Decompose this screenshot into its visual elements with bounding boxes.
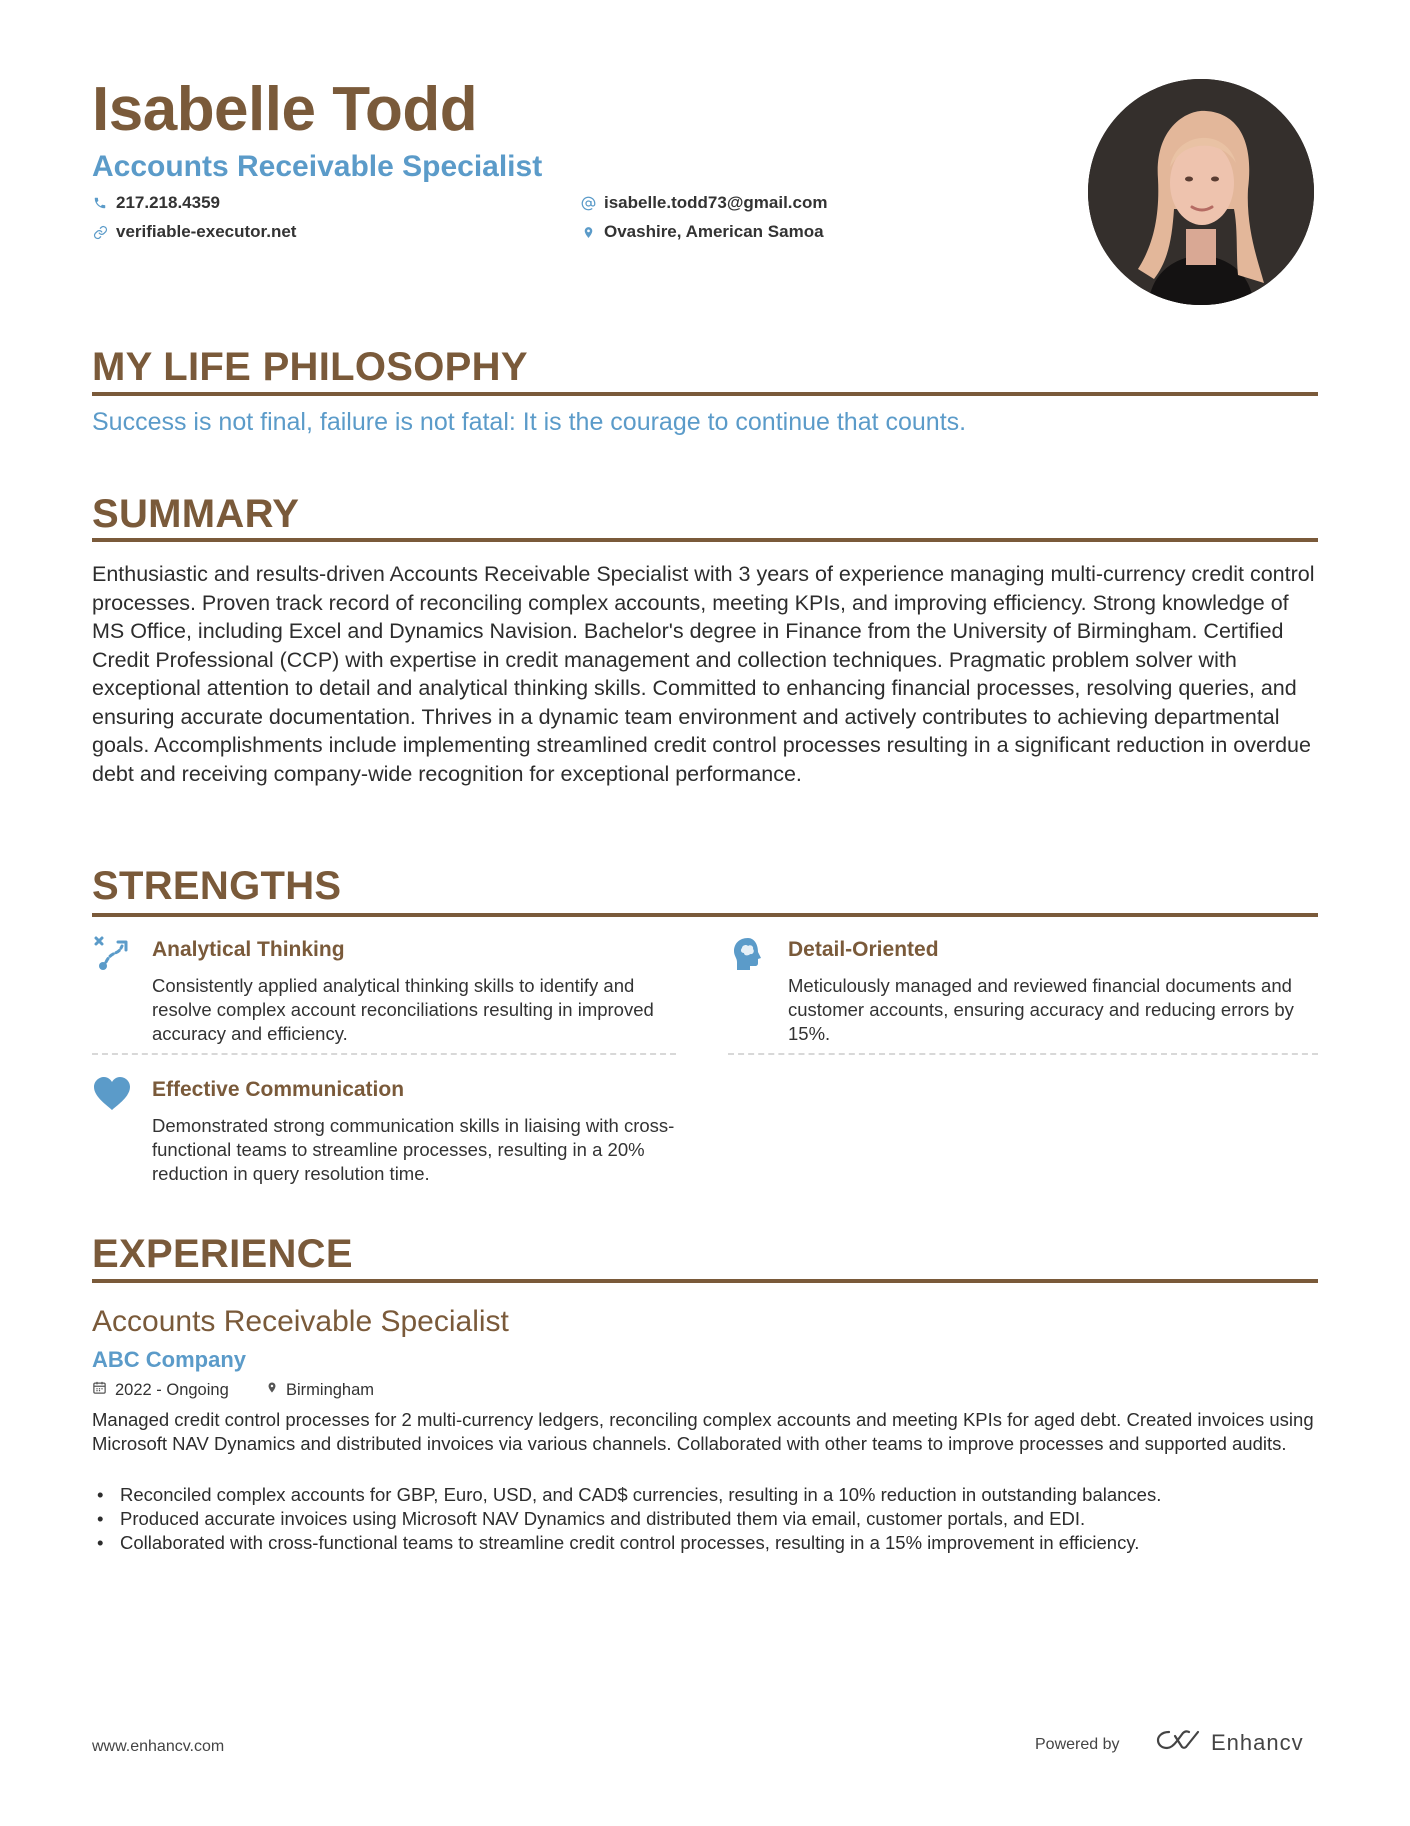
phone-icon <box>92 195 108 211</box>
philosophy-quote: Success is not final, failure is not fatal: It is the courage to continue that counts. <box>92 408 967 436</box>
section-divider <box>92 538 1318 542</box>
contact-location <box>580 222 824 242</box>
powered-by-label: Powered by <box>1035 1736 1120 1753</box>
section-divider <box>92 913 1318 917</box>
summary-text: Enthusiastic and results-driven Accounts Receivable Specialist with 3 years of experience managing multi-currency credit control processes. Proven track record of reconciling complex accounts, meeting KPIs, and improving efficiency. Strong knowledge of MS Office, including Excel and Dynamics Navision. Bachelor's degree in Finance from the University of Birmingham. Certified Credit Professional (CCP) with expertise in credit management and collection techniques. Pragmatic problem solver with exceptional attention to detail and analytical thinking skills. Committed to enhancing financial processes, resolving queries, and ensuring accurate documentation. Thrives in a dynamic team environment and actively contributes to achieving departmental goals. Accomplishments include implementing streamlined credit control processes resulting in a significant reduction in overdue debt and receiving company-wide recognition for exceptional performance. <box>92 562 1315 786</box>
experience-company: ABC Company <box>92 1347 247 1372</box>
brand-logo[interactable] <box>1155 1728 1304 1757</box>
strength-description: Consistently applied analytical thinking skills to identify and resolve complex account reconciliations resulting in improved accuracy and efficiency. <box>152 975 654 1044</box>
strategy-icon <box>92 934 132 974</box>
location-text: Birmingham <box>286 1380 375 1399</box>
contact-phone <box>92 193 220 213</box>
item-separator <box>728 1053 1318 1055</box>
strength-description: Demonstrated strong communication skills in liaising with cross-functional teams to streamline processes, resulting in a 20% reduction in query resolution time. <box>152 1115 675 1184</box>
experience-description: Managed credit control processes for 2 multi-currency ledgers, reconciling complex accounts and meeting KPIs for aged debt. Created invoices using Microsoft NAV Dynamics and distributed invoices via various channels. Collaborated with other teams to improve processes and supported audits. <box>92 1409 1314 1454</box>
heart-icon <box>92 1074 132 1114</box>
head-brain-icon <box>728 934 768 974</box>
experience-role: Accounts Receivable Specialist <box>92 1305 509 1338</box>
strengths-heading: STRENGTHS <box>92 864 342 908</box>
candidate-name: Isabelle Todd <box>92 75 478 144</box>
list-item: • Reconciled complex accounts for GBP, Euro, USD, and CAD$ currencies, resulting in a 10% reduction in outstanding balances. <box>92 1483 1318 1507</box>
strength-title: Detail-Oriented <box>788 938 939 961</box>
strength-title: Analytical Thinking <box>152 938 345 961</box>
email-text[interactable]: isabelle.todd73@gmail.com <box>604 193 828 212</box>
section-divider <box>92 1279 1318 1283</box>
experience-location <box>266 1380 374 1400</box>
calendar-icon <box>92 1380 107 1400</box>
section-divider <box>92 392 1318 396</box>
brand-name: Enhancv <box>1211 1729 1304 1755</box>
list-item: • Collaborated with cross-functional teams to streamline credit control processes, resulting in a 15% improvement in efficiency. <box>92 1531 1318 1555</box>
location-pin-icon <box>580 224 596 240</box>
location-pin-icon <box>266 1380 278 1400</box>
strength-description: Meticulously managed and reviewed financial documents and customer accounts, ensuring accuracy and reducing errors by 15%. <box>788 975 1294 1044</box>
profile-photo <box>1088 79 1314 305</box>
experience-dates <box>92 1380 229 1400</box>
item-separator <box>92 1053 676 1055</box>
enhancv-logo-icon <box>1155 1728 1201 1757</box>
footer-url[interactable]: www.enhancv.com <box>92 1738 225 1755</box>
summary-heading: SUMMARY <box>92 492 300 536</box>
experience-heading: EXPERIENCE <box>92 1232 353 1276</box>
location-text: Ovashire, American Samoa <box>604 222 824 241</box>
dates-text: 2022 - Ongoing <box>115 1380 229 1399</box>
link-icon <box>92 224 108 240</box>
at-icon <box>580 195 596 211</box>
website-text[interactable]: verifiable-executor.net <box>116 222 297 241</box>
candidate-title: Accounts Receivable Specialist <box>92 150 543 183</box>
contact-email[interactable] <box>580 193 827 213</box>
list-item: • Produced accurate invoices using Microsoft NAV Dynamics and distributed them via email, customer portals, and EDI. <box>92 1507 1318 1531</box>
contact-website[interactable] <box>92 222 296 242</box>
strength-title: Effective Communication <box>152 1078 405 1101</box>
resume-page <box>92 0 1318 1826</box>
phone-text: 217.218.4359 <box>116 193 220 212</box>
experience-bullets <box>92 1483 1318 1555</box>
philosophy-heading: MY LIFE PHILOSOPHY <box>92 345 528 389</box>
